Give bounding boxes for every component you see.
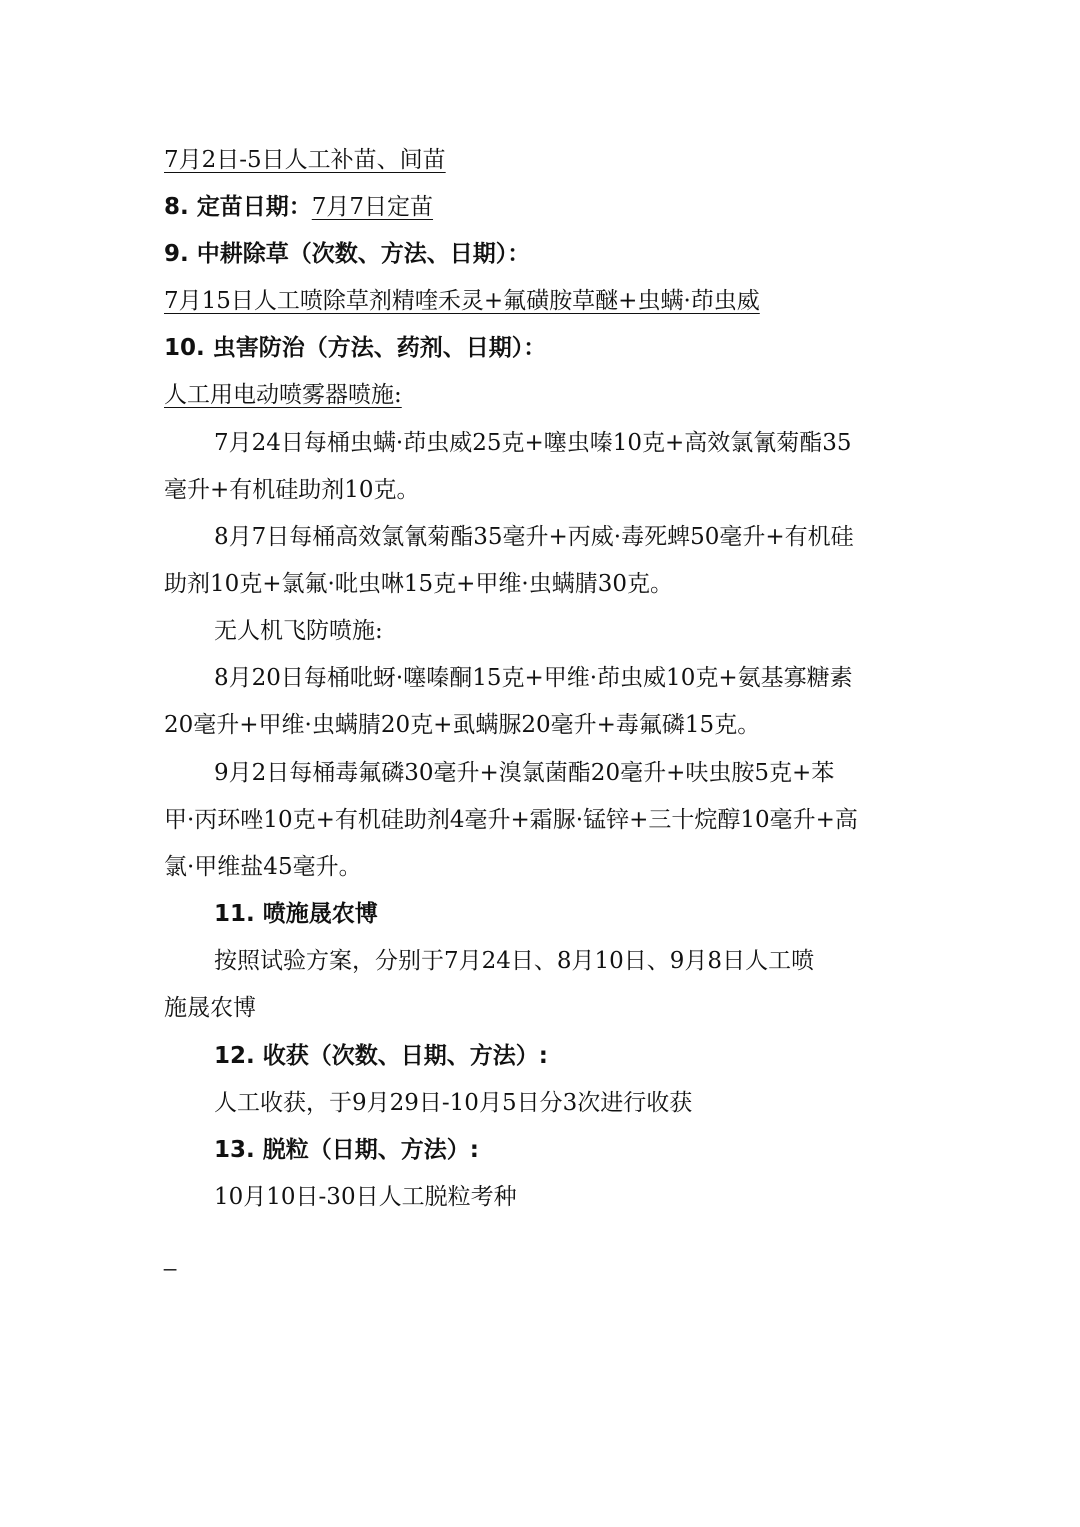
weeding-heading: 9. 中耕除草（次数、方法、日期）：	[164, 241, 531, 267]
shengnongbo-line-1: 按照试验方案，分别于7月24日、8月10日、9月8日人工喷	[214, 948, 815, 974]
spray-0724-line-1: 7月24日每桶虫螨·茚虫威25克+噻虫嗪10克+高效氯氰菊酯35	[214, 430, 852, 456]
threshing-detail: 10月10日-30日人工脱粒考种	[214, 1184, 517, 1210]
final-thinning-value: 7月7日定苗	[311, 194, 434, 220]
spray-0807-line-2: 助剂10克+氯氟·吡虫啉15克+甲维·虫螨腈30克。	[164, 571, 673, 597]
pest-control-heading: 10. 虫害防治（方法、药剂、日期）：	[164, 335, 547, 361]
manual-spray-label: 人工用电动喷雾器喷施:	[164, 382, 402, 408]
spray-0820-line-2: 20毫升+甲维·虫螨腈20克+虱螨脲20毫升+毒氟磷15克。	[164, 712, 761, 738]
threshing-heading: 13. 脱粒（日期、方法）:	[214, 1137, 479, 1163]
final-thinning-heading: 8. 定苗日期：	[164, 194, 312, 220]
final-thinning-row	[164, 191, 924, 223]
weeding-detail: 7月15日人工喷除草剂精喹禾灵+氟磺胺草醚+虫螨·茚虫威	[164, 288, 760, 314]
text-cursor: _	[164, 1246, 177, 1271]
spray-0724-line-2: 毫升+有机硅助剂10克。	[164, 477, 420, 503]
harvest-heading: 12. 收获（次数、日期、方法）:	[214, 1043, 548, 1069]
shengnongbo-line-2: 施晟农博	[164, 995, 256, 1021]
spray-0902-line-2: 甲·丙环唑10克+有机硅助剂4毫升+霜脲·锰锌+三十烷醇10毫升+高	[164, 807, 858, 833]
harvest-detail: 人工收获，于9月29日-10月5日分3次进行收获	[214, 1090, 693, 1116]
drone-spray-label: 无人机飞防喷施:	[214, 618, 383, 644]
spray-0902-line-3: 氯·甲维盐45毫升。	[164, 854, 362, 880]
replanting-line: 7月2日-5日人工补苗、间苗	[164, 147, 446, 173]
shengnongbo-heading: 11. 喷施晟农博	[214, 901, 378, 927]
spray-0902-line-1: 9月2日每桶毒氟磷30毫升+溴氯菌酯20毫升+呋虫胺5克+苯	[214, 760, 835, 786]
spray-0820-line-1: 8月20日每桶吡蚜·噻嗪酮15克+甲维·茚虫威10克+氨基寡糖素	[214, 665, 853, 691]
spray-0807-line-1: 8月7日每桶高效氯氰菊酯35毫升+丙威·毒死蜱50毫升+有机硅	[214, 524, 854, 550]
